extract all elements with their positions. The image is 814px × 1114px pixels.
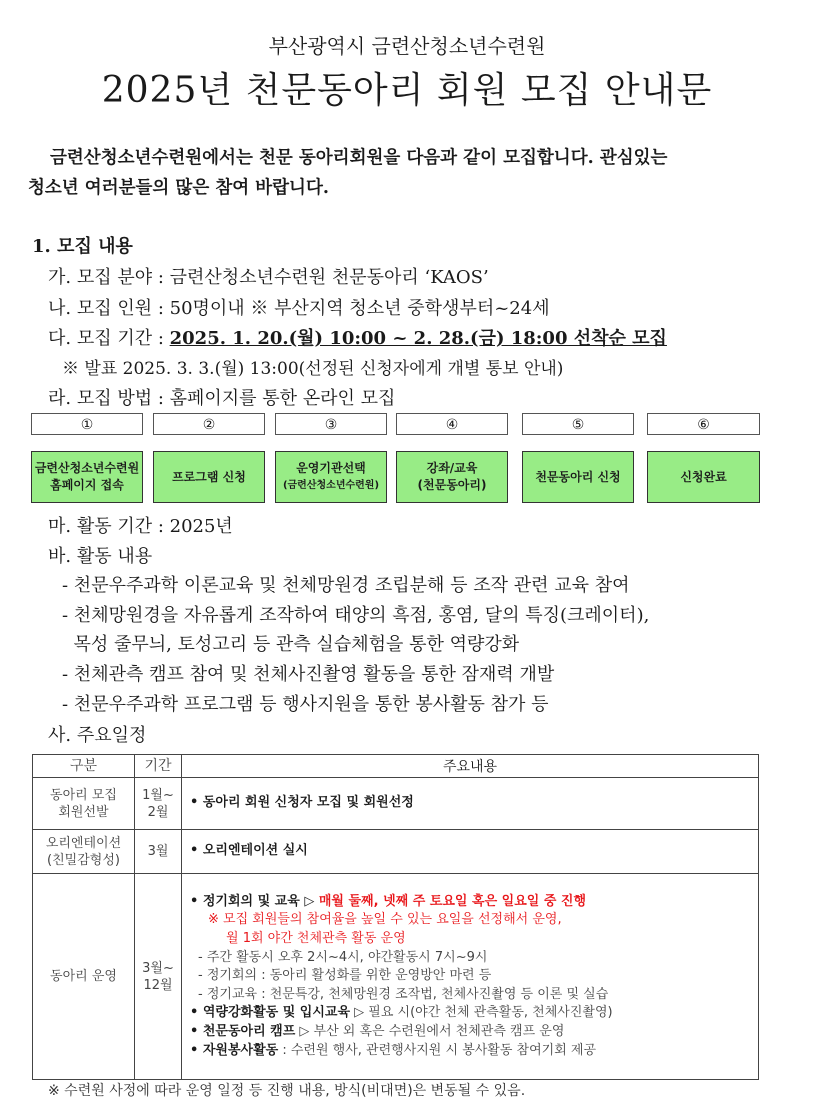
volunteer-line bbox=[190, 1042, 758, 1061]
content-cell: • 오리엔테이션 실시 bbox=[182, 830, 759, 874]
group-text: 동아리 운영 bbox=[50, 969, 117, 984]
group-cell bbox=[33, 874, 135, 1080]
activity-item: 목성 줄무늬, 토성고리 등 관측 실습체험을 통한 역량강화 bbox=[62, 634, 520, 655]
activity-period: 마. 활동 기간 : 2025년 bbox=[48, 516, 233, 537]
group-text: 오리엔테이션 bbox=[45, 835, 122, 851]
regular-meeting-label: • 정기회의 및 교육 bbox=[190, 893, 300, 909]
recruit-period-value: 2025. 1. 20.(월) 10:00 ~ 2. 28.(금) 18:00 선착순 모집 bbox=[169, 328, 667, 349]
recruit-period bbox=[48, 324, 667, 350]
volunteer-label: • 자원봉사활동 bbox=[190, 1042, 279, 1058]
activity-item: - 천체망원경을 자유롭게 조작하여 태양의 흑점, 홍염, 달의 특징(크레이터), bbox=[62, 605, 650, 626]
period-text: 2월 bbox=[147, 804, 169, 820]
group-text: 동아리 모집 bbox=[50, 787, 117, 803]
intro-line-2: 청소년 여러분들의 많은 참여 바랍니다. bbox=[28, 178, 329, 198]
column-header: 구분 bbox=[33, 755, 135, 778]
schedule-heading: 사. 주요일정 bbox=[48, 725, 147, 746]
recruit-period-label: 다. 모집 기간 : bbox=[48, 328, 170, 349]
step-box bbox=[31, 451, 143, 503]
group-text: 회원선발 bbox=[58, 804, 109, 820]
period-cell bbox=[135, 778, 182, 830]
table-header-row bbox=[33, 755, 759, 778]
recruit-members: 나. 모집 인원 : 50명이내 ※ 부산지역 청소년 중학생부터~24세 bbox=[48, 298, 550, 319]
recruit-field: 가. 모집 분야 : 금련산청소년수련원 천문동아리 ‘KAOS’ bbox=[48, 267, 489, 288]
note-line: 월 1회 야간 천체관측 활동 운영 bbox=[226, 931, 406, 947]
step-label: 금련산청소년수련원 bbox=[34, 461, 140, 475]
step-label: 운영기관선택 bbox=[296, 461, 366, 475]
note-line: ※ 모집 회원들의 참여율을 높일 수 있는 요일을 선정해서 운영, bbox=[208, 912, 562, 928]
step-label: (금련산청소년수련원) bbox=[282, 480, 380, 491]
capacity-line bbox=[190, 1004, 758, 1023]
footnote: ※ 수련원 사정에 따라 운영 일정 등 진행 내용, 방식(비대면)은 변동될 수 있음. bbox=[48, 1083, 526, 1099]
activity-heading: 바. 활동 내용 bbox=[48, 546, 153, 567]
column-header: 주요내용 bbox=[182, 755, 759, 778]
arrow-text: ▷ bbox=[299, 893, 319, 909]
announcement-note: ※ 발표 2025. 3. 3.(월) 13:00(선정된 신청자에게 개별 통보 안내) bbox=[62, 359, 564, 379]
group-cell bbox=[33, 778, 135, 830]
camp-detail: ▷ 부산 외 혹은 수련원에서 천체관측 캠프 운영 bbox=[295, 1023, 565, 1039]
group-cell bbox=[33, 830, 135, 874]
column-header: 기간 bbox=[135, 755, 182, 778]
content-cell: • 동아리 회원 신청자 모집 및 회원선정 bbox=[182, 778, 759, 830]
step-number: ② bbox=[153, 413, 265, 435]
step-box bbox=[647, 451, 760, 503]
step-number: ⑥ bbox=[647, 413, 760, 435]
step-box bbox=[153, 451, 265, 503]
recruit-method: 라. 모집 방법 : 홈페이지를 통한 온라인 모집 bbox=[48, 388, 396, 409]
step-label: (천문동아리) bbox=[417, 478, 487, 492]
intro-line-1: 금련산청소년수련원에서는 천문 동아리회원을 다음과 같이 모집합니다. 관심있는 bbox=[50, 148, 668, 168]
step-label: 강좌/교육 bbox=[426, 461, 478, 475]
sub-item: - 정기회의 : 동아리 활성화를 위한 운영방안 마련 등 bbox=[198, 968, 492, 984]
volunteer-detail: : 수련원 행사, 관련행사지원 시 봉사활동 참여기회 제공 bbox=[278, 1042, 597, 1058]
period-text: 1월~ bbox=[142, 787, 174, 803]
period-cell bbox=[135, 874, 182, 1080]
activity-item: - 천체관측 캠프 참여 및 천체사진촬영 활동을 통한 잠재력 개발 bbox=[62, 664, 555, 685]
table-row bbox=[33, 778, 759, 830]
step-label: 천문동아리 신청 bbox=[535, 469, 621, 484]
capacity-label: • 역량강화활동 및 입시교육 bbox=[190, 1005, 351, 1021]
period-text: 12월 bbox=[143, 977, 173, 993]
regular-meeting-schedule: 매월 둘째, 넷째 주 토요일 혹은 일요일 중 진행 bbox=[318, 893, 587, 909]
organization-name: 부산광역시 금련산청소년수련원 bbox=[268, 34, 546, 58]
step-box bbox=[275, 451, 387, 503]
section-heading: 1. 모집 내용 bbox=[32, 236, 133, 257]
period-cell bbox=[135, 830, 182, 874]
step-label: 홈페이지 접속 bbox=[50, 478, 124, 492]
document-title: 2025년 천문동아리 회원 모집 안내문 bbox=[101, 70, 713, 111]
period-text: 3월~ bbox=[142, 960, 174, 976]
camp-label: • 천문동아리 캠프 bbox=[190, 1023, 296, 1039]
step-number: ⑤ bbox=[522, 413, 634, 435]
application-steps bbox=[31, 413, 761, 505]
sub-item: - 정기교육 : 천문특강, 천체망원경 조작법, 천체사진촬영 등 이론 및 실습 bbox=[198, 986, 609, 1002]
step-label: 신청완료 bbox=[680, 469, 727, 484]
step-number: ④ bbox=[396, 413, 508, 435]
table-row bbox=[33, 830, 759, 874]
step-number: ③ bbox=[275, 413, 387, 435]
step-box bbox=[396, 451, 508, 503]
step-label: 프로그램 신청 bbox=[172, 469, 246, 484]
group-text: (친밀감형성) bbox=[47, 852, 120, 868]
camp-line bbox=[190, 1023, 758, 1042]
capacity-detail: ▷ 필요 시(야간 천체 관측활동, 천체사진촬영) bbox=[350, 1005, 613, 1021]
step-number: ① bbox=[31, 413, 143, 435]
table-row bbox=[33, 874, 759, 1080]
activity-item: - 천문우주과학 이론교육 및 천체망원경 조립분해 등 조작 관련 교육 참여 bbox=[62, 575, 630, 596]
schedule-table bbox=[32, 754, 759, 1080]
activity-item: - 천문우주과학 프로그램 등 행사지원을 통한 봉사활동 참가 등 bbox=[62, 694, 549, 715]
regular-meeting-line bbox=[190, 893, 758, 912]
period-text: 3월 bbox=[147, 844, 169, 859]
step-box bbox=[522, 451, 634, 503]
sub-item: - 주간 활동시 오후 2시~4시, 야간활동시 7시~9시 bbox=[198, 949, 488, 965]
content-cell bbox=[182, 874, 759, 1080]
